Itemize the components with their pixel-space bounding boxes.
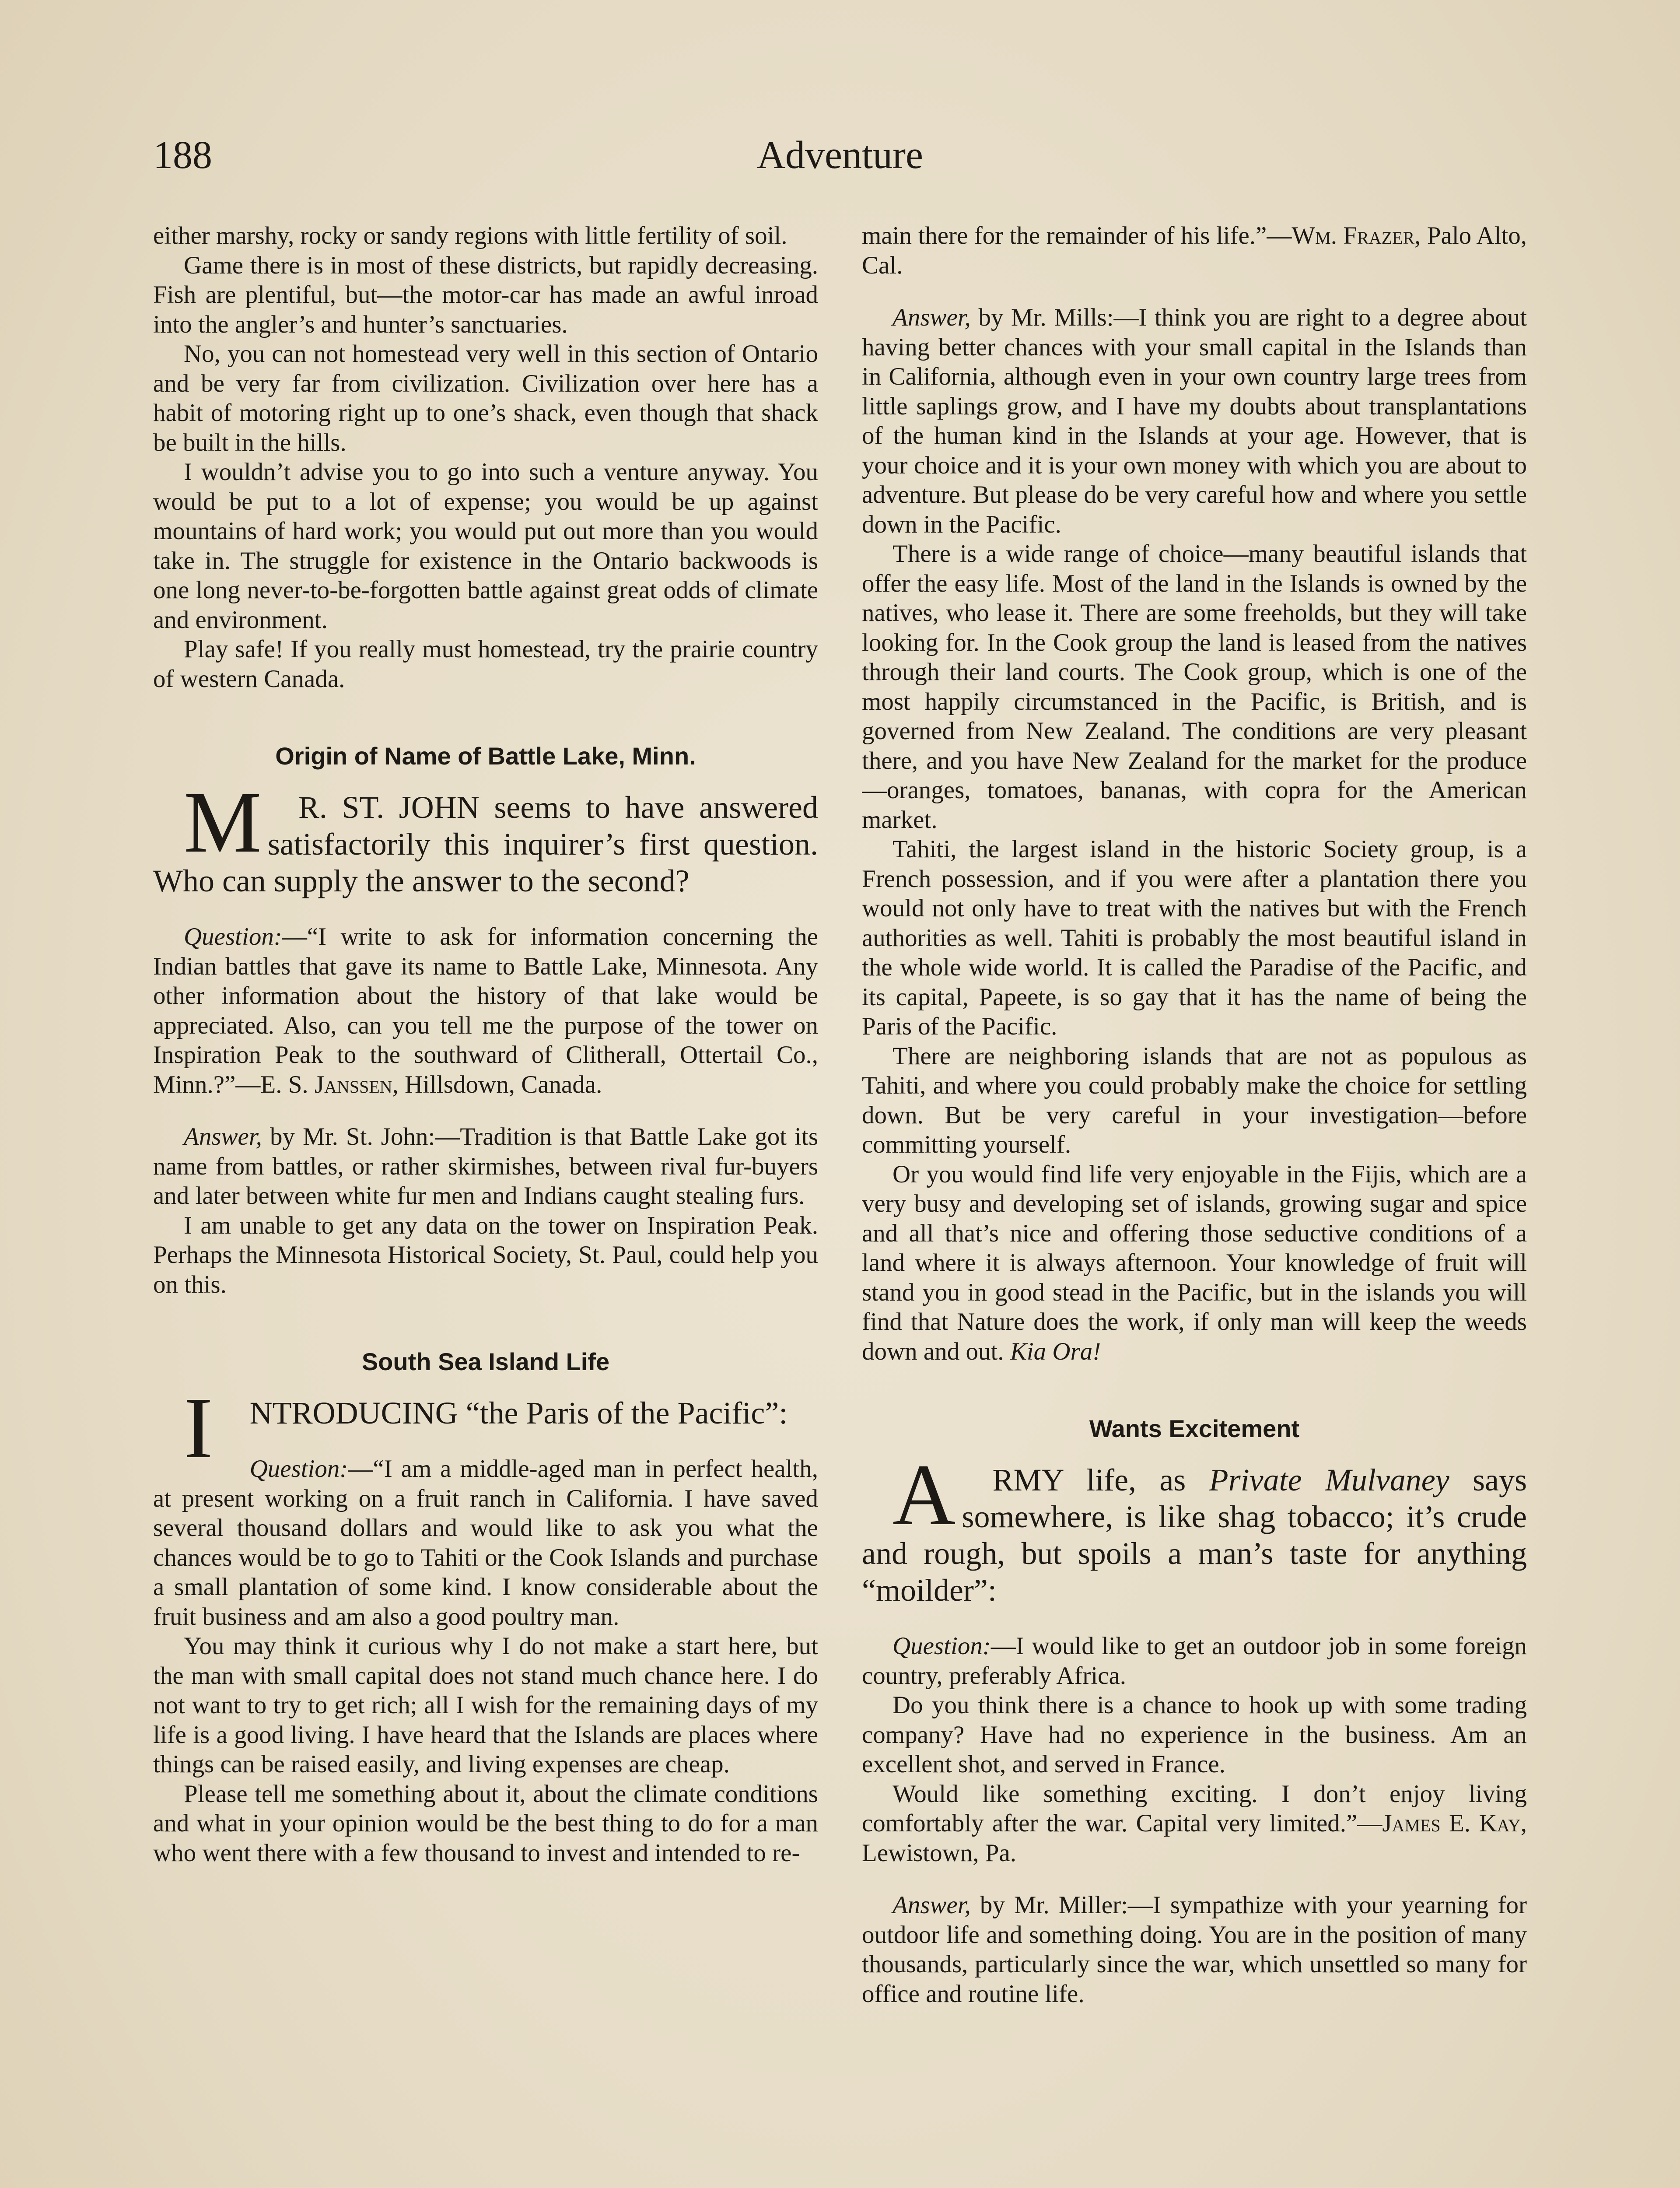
paragraph: There are neighboring islands that are not as populous as Tahiti, and where you could probably make the choice for settling down. But be very careful in your investigation—before committing yourself. — [862, 1042, 1527, 1158]
paragraph: either marshy, rocky or sandy regions with little fertility of soil. — [153, 222, 788, 249]
answer-text: by Mr. Mills:—I think you are right to a degree about having better chances with your small capital in the Islands than in California, although even in your own country large trees from little saplings grow, and I have my doubts about transplantations of the human kind in the Islands at your age. However, that is your choice and it is your own money with which you are about to adventure. But please do be very careful how and where you settle down in the Pacific. — [862, 304, 1527, 538]
paragraph: I wouldn’t advise you to go into such a venture anyway. You would be put to a lot of expense; you would be up against mountains of hard work; you would put out more than you would take in. The struggle for existence in the Ontario backwoods is one long never-to-be-forgotten battle against great odds of climate and environment. — [153, 458, 818, 634]
paragraph: You may think it curious why I do not make a start here, but the man with small capital does not stand much chance here. I do not want to try to get rich; all I wish for the remaining days of my life is a good living. I have heard that the Islands are places where things can be raised easily, and living expenses are cheap. — [153, 1632, 818, 1778]
question-text: —I would like to get an outdoor job in some foreign country, preferably Africa. — [862, 1632, 1527, 1690]
drop-cap: A — [892, 1447, 956, 1543]
intro-text: RMY life, as — [992, 1462, 1209, 1497]
right-column — [862, 221, 1527, 2188]
question-label: Question: — [249, 1455, 348, 1483]
paragraph: Game there is in most of these districts, but rapidly decreasing. Fish are plentiful, but—the motor-car has made an awful inroad into the angler’s and hunter’s sanctuaries. — [153, 251, 818, 338]
question-paragraph — [153, 922, 818, 1099]
paragraph: No, you can not homestead very well in this section of Ontario and be very far from civilization. Civilization over here has a habit of motoring right up to one’s shack, even though that shack be built in the hills. — [153, 340, 818, 456]
drop-cap: M — [184, 774, 262, 871]
running-title: Adventure — [757, 133, 923, 177]
left-column — [153, 221, 818, 2188]
paragraph — [862, 1160, 1527, 1367]
section-title-battle-lake: Origin of Name of Battle Lake, Minn. — [275, 742, 696, 770]
paragraph — [862, 1779, 1527, 1868]
paragraph: Tahiti, the largest island in the historic Society group, is a French possession, and if you were after a plantation there you would not only have to treat with the natives but with the French authorities as well. Tahiti is probably the most beautiful island in the whole wide world. It is called the Paradise of the Pacific, and its capital, Papeete, is so gay that it has the name of being the Paris of the Pacific. — [862, 835, 1527, 1040]
answer-paragraph — [862, 303, 1527, 539]
paragraph: Do you think there is a chance to hook up with some trading company? Have had no experience in the business. Am an excellent shot, and served in France. — [862, 1691, 1527, 1778]
question-paragraph — [862, 1631, 1527, 1690]
intro-text: R. ST. JOHN seems to have answered satisfactorily this inquirer’s first question. Who can supply the answer to the second? — [153, 790, 818, 898]
page-header — [153, 131, 1527, 184]
question-label: Question: — [184, 923, 282, 950]
intro-text: says somewhere, is like shag tobacco; it’s crude and rough, but spoils a man’s taste for anything “moilder”: — [862, 1462, 1527, 1608]
question-label: Question: — [892, 1632, 991, 1660]
paragraph: Play safe! If you really must homestead, try the prairie country of western Canada. — [153, 635, 818, 693]
signature: E. S. Janssen — [260, 1070, 392, 1098]
signature-place: , Hillsdown, Canada. — [392, 1070, 602, 1098]
paragraph-text: Would like something exciting. I don’t enjoy living comfortably after the war. Capital very limited.”— — [862, 1780, 1527, 1837]
section-intro — [862, 1447, 1527, 1609]
section-intro — [153, 774, 818, 899]
question-text: —“I am a middle-aged man in perfect health, at present working on a fruit ranch in California. I have saved several thousand dollars and would like to ask you what the chances would be to go to Tahiti or the Cook Islands and purchase a small plantation of some kind. I know considerable about the fruit business and am also a good poultry man. — [153, 1455, 818, 1630]
signature: James E. Kay — [1382, 1809, 1521, 1837]
signature: Wm. Frazer — [1292, 222, 1415, 249]
paragraph: There is a wide range of choice—many beautiful islands that offer the easy life. Most of the land in the Islands is owned by the natives, who lease it. There are some freeholds, but they will take looking for. In the Cook group the land is leased from the natives through their land courts. The Cook group, which is one of the most happily circumstanced in the Pacific, is British, and is governed from New Zealand. The conditions are very pleasant there, and you have New Zealand for the market for the produce—oranges, tomatoes, bananas, with copra for the American market. — [862, 540, 1527, 834]
answer-label: Answer, — [892, 1891, 971, 1919]
answer-label: Answer, — [184, 1123, 262, 1150]
paragraph: Please tell me something about it, about the climate conditions and what in your opinion would be the best thing to do for a man who went there with a few thousand to invest and intended to re- — [153, 1780, 818, 1867]
question-paragraph — [153, 1454, 818, 1631]
intro-text: NTRODUCING “the Paris of the Pacific”: — [249, 1396, 788, 1431]
section-title-wants-excitement: Wants Excitement — [1089, 1415, 1300, 1442]
answer-text: by Mr. St. John:—Tradition is that Battle Lake got its name from battles, or rather skirmishes, between rival fur-buyers and later between white fur men and Indians caught stealing furs. — [153, 1123, 818, 1210]
signature-place: , Lewistown, Pa. — [862, 1809, 1527, 1867]
paragraph-text: Or you would find life very enjoyable in the Fijis, which are a very busy and developing set of islands, growing sugar and spice and all that’s nice and offering those seductive conditions of a land where it is always afternoon. Your knowledge of fruit will stand you in good stead in the Pacific, but in the islands you will find that Nature does the work, if only man will keep the weeds down and out. — [862, 1160, 1527, 1365]
paragraph: I am unable to get any data on the tower on Inspiration Peak. Perhaps the Minnesota Historical Society, St. Paul, could help you on this. — [153, 1211, 818, 1298]
answer-text: by Mr. Miller:—I sympathize with your yearning for outdoor life and something doing. You are in the position of many thousands, particularly since the war, which unsettled so many for office and routine life. — [862, 1891, 1527, 2008]
continued-text: main there for the remainder of his life.”— — [862, 222, 1292, 249]
intro-emphasis: Private Mulvaney — [1209, 1462, 1449, 1497]
section-title-south-sea: South Sea Island Life — [361, 1348, 610, 1375]
answer-label: Answer, — [892, 304, 971, 331]
signature-place: , Palo Alto, Cal. — [862, 222, 1527, 279]
paragraph — [862, 221, 1527, 280]
answer-paragraph — [862, 1890, 1527, 2009]
answer-paragraph — [153, 1122, 818, 1211]
drop-cap: I — [184, 1380, 213, 1476]
page-number: 188 — [153, 133, 212, 177]
closing-phrase: Kia Ora! — [1010, 1337, 1101, 1365]
question-text: —“I write to ask for information concerning the Indian battles that gave its name to Battle Lake, Minnesota. Any other information about the history of that lake would be appreciated. Also, can you tell me the purpose of the tower on Inspiration Peak to the southward of Clitherall, Ottertail Co., Minn.?”— — [153, 923, 818, 1098]
